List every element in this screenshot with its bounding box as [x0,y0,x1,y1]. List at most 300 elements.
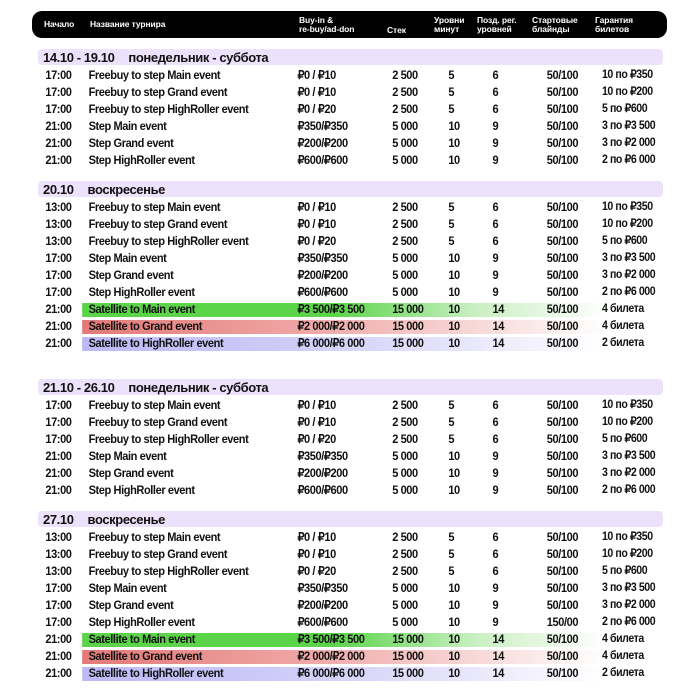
tournament-row [38,397,663,414]
header-start [44,11,74,38]
cell-guarantee: 10 по ₽200 [601,218,653,230]
cell-late-reg-levels: 9 [492,153,499,167]
cell-starting-blinds: 50/100 [546,136,579,150]
cell-guarantee: 2 билета [601,667,644,679]
cell-stack: 2 500 [392,102,418,116]
cell-starting-blinds: 50/100 [546,598,579,612]
cell-starting-blinds: 50/100 [546,234,579,248]
cell-level-minutes: 5 [448,85,455,99]
cell-tournament-name: Step Main event [88,581,167,595]
section-rows [38,529,663,682]
cell-stack: 5 000 [392,581,418,595]
cell-level-minutes: 5 [448,547,455,561]
cell-late-reg-levels: 6 [492,234,499,248]
cell-level-minutes: 10 [448,581,460,595]
cell-guarantee: 3 по ₽3 500 [601,582,656,594]
cell-tournament-name: Freebuy to step Grand event [88,547,228,561]
schedule-section [38,511,663,682]
cell-late-reg-levels: 9 [492,136,499,150]
tournament-row [38,101,663,118]
cell-tournament-name: Freebuy to step HighRoller event [88,234,249,248]
cell-buyin: ₽200/₽200 [297,136,348,150]
cell-late-reg-levels: 9 [492,615,499,629]
cell-tournament-name: Freebuy to step Main event [88,398,221,412]
cell-tournament-name: Satellite to Grand event [88,649,202,663]
cell-late-reg-levels: 9 [492,581,499,595]
header-late-label [477,16,517,34]
header-levels-label [434,16,464,34]
cell-buyin: ₽200/₽200 [297,598,348,612]
tournament-row [38,614,663,631]
tournament-row [38,431,663,448]
cell-starting-blinds: 50/100 [546,85,579,99]
cell-starting-blinds: 50/100 [546,251,579,265]
tournament-row [38,135,663,152]
cell-start-time: 17:00 [45,85,72,99]
header-buyin-label [299,16,354,34]
cell-start-time: 13:00 [45,564,72,578]
cell-late-reg-levels: 6 [492,217,499,231]
cell-late-reg-levels: 14 [492,666,504,680]
cell-level-minutes: 10 [448,632,460,646]
cell-level-minutes: 10 [448,136,460,150]
header-blinds [532,11,578,38]
cell-late-reg-levels: 9 [492,483,499,497]
cell-buyin: ₽0 / ₽10 [297,547,336,561]
cell-level-minutes: 10 [448,666,460,680]
cell-level-minutes: 10 [448,153,460,167]
cell-late-reg-levels: 14 [492,302,504,316]
cell-stack: 5 000 [392,483,418,497]
schedule-section [38,49,663,169]
cell-starting-blinds: 50/100 [546,68,579,82]
cell-guarantee: 4 билета [601,320,644,332]
cell-stack: 5 000 [392,153,418,167]
tournament-row [38,482,663,499]
cell-late-reg-levels: 14 [492,649,504,663]
cell-guarantee: 4 билета [601,650,644,662]
cell-start-time: 17:00 [45,68,72,82]
cell-buyin: ₽350/₽350 [297,251,348,265]
cell-start-time: 21:00 [45,632,72,646]
section-rows [38,67,663,169]
section-title [38,379,663,395]
cell-buyin: ₽6 000/₽6 000 [297,666,365,680]
cell-tournament-name: Freebuy to step Grand event [88,217,228,231]
cell-tournament-name: Satellite to Main event [88,632,196,646]
cell-starting-blinds: 50/100 [546,666,579,680]
cell-level-minutes: 10 [448,336,460,350]
cell-late-reg-levels: 6 [492,530,499,544]
header-stack [387,11,406,44]
cell-guarantee: 2 по ₽6 000 [601,484,656,496]
cell-guarantee: 3 по ₽2 000 [601,467,656,479]
cell-guarantee: 2 по ₽6 000 [601,154,656,166]
section-title [38,511,663,527]
cell-guarantee: 5 по ₽600 [601,235,648,247]
tournament-row [38,648,663,665]
cell-buyin: ₽0 / ₽20 [297,432,336,446]
cell-starting-blinds: 50/100 [546,336,579,350]
cell-level-minutes: 5 [448,217,455,231]
cell-tournament-name: Step Grand event [88,466,174,480]
section-days: воскресенье [87,511,166,527]
cell-start-time: 13:00 [45,200,72,214]
schedule-section [38,181,663,352]
cell-starting-blinds: 50/100 [546,200,579,214]
cell-tournament-name: Freebuy to step HighRoller event [88,102,249,116]
cell-starting-blinds: 50/100 [546,102,579,116]
cell-guarantee: 3 по ₽3 500 [601,252,656,264]
cell-starting-blinds: 150/00 [546,615,579,629]
cell-starting-blinds: 50/100 [546,547,579,561]
cell-level-minutes: 5 [448,564,455,578]
section-days: понедельник - суббота [128,379,269,395]
cell-level-minutes: 10 [448,649,460,663]
cell-level-minutes: 5 [448,102,455,116]
cell-guarantee: 4 билета [601,303,644,315]
cell-stack: 2 500 [392,85,418,99]
tournament-row [38,233,663,250]
cell-guarantee: 10 по ₽350 [601,201,653,213]
tournament-row [38,580,663,597]
cell-guarantee: 2 по ₽6 000 [601,616,656,628]
cell-tournament-name: Step Main event [88,449,167,463]
cell-starting-blinds: 50/100 [546,268,579,282]
cell-late-reg-levels: 6 [492,432,499,446]
cell-guarantee: 3 по ₽3 500 [601,120,656,132]
tournament-row [38,199,663,216]
cell-stack: 15 000 [392,632,424,646]
cell-stack: 5 000 [392,136,418,150]
cell-starting-blinds: 50/100 [546,415,579,429]
cell-buyin: ₽2 000/₽2 000 [297,319,365,333]
cell-tournament-name: Freebuy to step HighRoller event [88,564,249,578]
cell-stack: 2 500 [392,564,418,578]
cell-starting-blinds: 50/100 [546,564,579,578]
cell-level-minutes: 10 [448,319,460,333]
cell-tournament-name: Step Main event [88,251,167,265]
header-name [90,11,165,38]
cell-buyin: ₽3 500/₽3 500 [297,302,365,316]
header-guarantee-label [595,16,633,34]
cell-tournament-name: Step HighRoller event [88,615,195,629]
header-stack-label: Стек [387,25,406,35]
header-guarantee [595,11,633,38]
cell-stack: 15 000 [392,336,424,350]
tournament-row [38,665,663,682]
cell-starting-blinds: 50/100 [546,119,579,133]
tournament-row [38,267,663,284]
tournament-row [38,414,663,431]
schedule-section [38,379,663,499]
header-name-label: Название турнира [90,19,166,29]
cell-late-reg-levels: 14 [492,319,504,333]
cell-start-time: 17:00 [45,251,72,265]
cell-stack: 15 000 [392,649,424,663]
cell-stack: 2 500 [392,432,418,446]
tournament-row [38,250,663,267]
cell-buyin: ₽600/₽600 [297,483,348,497]
cell-buyin: ₽0 / ₽20 [297,234,336,248]
cell-guarantee: 3 по ₽2 000 [601,137,656,149]
cell-buyin: ₽0 / ₽10 [297,68,336,82]
cell-stack: 15 000 [392,666,424,680]
cell-tournament-name: Step HighRoller event [88,483,195,497]
cell-buyin: ₽0 / ₽20 [297,564,336,578]
cell-start-time: 21:00 [45,319,72,333]
cell-start-time: 13:00 [45,547,72,561]
tournament-row [38,301,663,318]
cell-start-time: 17:00 [45,268,72,282]
cell-tournament-name: Step Grand event [88,598,174,612]
cell-buyin: ₽0 / ₽10 [297,200,336,214]
cell-guarantee: 2 билета [601,337,644,349]
cell-level-minutes: 5 [448,234,455,248]
cell-buyin: ₽350/₽350 [297,581,348,595]
cell-late-reg-levels: 6 [492,564,499,578]
cell-late-reg-levels: 6 [492,547,499,561]
cell-tournament-name: Freebuy to step HighRoller event [88,432,249,446]
tournament-row [38,84,663,101]
tournament-row [38,563,663,580]
cell-guarantee: 10 по ₽350 [601,399,653,411]
cell-late-reg-levels: 9 [492,119,499,133]
section-title [38,181,663,197]
section-days: воскресенье [87,181,166,197]
cell-late-reg-levels: 14 [492,336,504,350]
cell-level-minutes: 10 [448,598,460,612]
header-guarantee-line2: билетов [595,23,630,34]
header-blinds-line2: блайнды [532,23,570,34]
cell-start-time: 21:00 [45,119,72,133]
cell-late-reg-levels: 9 [492,268,499,282]
cell-starting-blinds: 50/100 [546,466,579,480]
cell-start-time: 21:00 [45,666,72,680]
cell-buyin: ₽0 / ₽10 [297,85,336,99]
tournament-row [38,284,663,301]
cell-buyin: ₽350/₽350 [297,119,348,133]
cell-level-minutes: 10 [448,119,460,133]
cell-guarantee: 2 по ₽6 000 [601,286,656,298]
cell-level-minutes: 10 [448,483,460,497]
header-start-label: Начало [44,19,75,29]
header-late-line1: Позд. рег. [477,14,517,25]
cell-starting-blinds: 50/100 [546,285,579,299]
cell-starting-blinds: 50/100 [546,398,579,412]
cell-starting-blinds: 50/100 [546,432,579,446]
header-late [477,11,517,38]
cell-starting-blinds: 50/100 [546,581,579,595]
cell-start-time: 17:00 [45,285,72,299]
header-levels-line2: минут [434,23,460,34]
cell-stack: 5 000 [392,251,418,265]
cell-buyin: ₽200/₽200 [297,466,348,480]
section-title [38,49,663,65]
cell-stack: 2 500 [392,200,418,214]
cell-late-reg-levels: 6 [492,102,499,116]
cell-start-time: 13:00 [45,217,72,231]
cell-buyin: ₽6 000/₽6 000 [297,336,365,350]
cell-stack: 15 000 [392,302,424,316]
cell-stack: 2 500 [392,398,418,412]
section-date: 21.10 - 26.10 [43,379,115,395]
cell-guarantee: 3 по ₽2 000 [601,599,656,611]
cell-buyin: ₽3 500/₽3 500 [297,632,365,646]
cell-starting-blinds: 50/100 [546,153,579,167]
cell-start-time: 17:00 [45,102,72,116]
cell-buyin: ₽600/₽600 [297,285,348,299]
cell-late-reg-levels: 9 [492,466,499,480]
section-date: 20.10 [43,181,74,197]
cell-buyin: ₽600/₽600 [297,153,348,167]
cell-level-minutes: 5 [448,398,455,412]
header-buyin-line1: Buy-in & [299,14,334,25]
tournament-row [38,216,663,233]
tournament-row [38,631,663,648]
cell-level-minutes: 5 [448,530,455,544]
cell-tournament-name: Freebuy to step Grand event [88,85,228,99]
cell-start-time: 17:00 [45,598,72,612]
header-buyin-line2: re-buy/ad-don [299,23,355,34]
cell-buyin: ₽0 / ₽10 [297,398,336,412]
cell-tournament-name: Step Grand event [88,268,174,282]
cell-stack: 5 000 [392,285,418,299]
cell-late-reg-levels: 6 [492,85,499,99]
cell-start-time: 13:00 [45,530,72,544]
cell-late-reg-levels: 9 [492,449,499,463]
cell-level-minutes: 10 [448,251,460,265]
cell-starting-blinds: 50/100 [546,302,579,316]
cell-stack: 2 500 [392,415,418,429]
cell-start-time: 17:00 [45,415,72,429]
cell-tournament-name: Freebuy to step Main event [88,530,221,544]
header-buyin [299,11,354,38]
header-late-line2: уровней [477,23,512,34]
cell-start-time: 21:00 [45,449,72,463]
cell-starting-blinds: 50/100 [546,319,579,333]
cell-tournament-name: Satellite to Grand event [88,319,202,333]
cell-start-time: 13:00 [45,234,72,248]
cell-buyin: ₽350/₽350 [297,449,348,463]
cell-buyin: ₽600/₽600 [297,615,348,629]
cell-stack: 5 000 [392,466,418,480]
cell-guarantee: 10 по ₽350 [601,69,653,81]
cell-guarantee: 10 по ₽350 [601,531,653,543]
cell-starting-blinds: 50/100 [546,217,579,231]
cell-level-minutes: 5 [448,68,455,82]
cell-stack: 2 500 [392,217,418,231]
section-rows [38,199,663,352]
tournament-row [38,546,663,563]
cell-level-minutes: 5 [448,432,455,446]
cell-guarantee: 10 по ₽200 [601,416,653,428]
cell-late-reg-levels: 14 [492,632,504,646]
cell-stack: 2 500 [392,547,418,561]
cell-starting-blinds: 50/100 [546,530,579,544]
tournament-row [38,335,663,352]
cell-level-minutes: 10 [448,466,460,480]
cell-tournament-name: Satellite to Main event [88,302,196,316]
cell-stack: 2 500 [392,530,418,544]
tournament-row [38,152,663,169]
header-levels [434,11,464,38]
cell-buyin: ₽0 / ₽10 [297,530,336,544]
tournament-row [38,465,663,482]
cell-level-minutes: 10 [448,268,460,282]
tournament-row [38,67,663,84]
cell-stack: 5 000 [392,268,418,282]
header-blinds-line1: Стартовые [532,14,578,25]
table-header [32,11,667,38]
cell-level-minutes: 5 [448,415,455,429]
cell-tournament-name: Satellite to HighRoller event [88,336,224,350]
cell-tournament-name: Step HighRoller event [88,153,195,167]
cell-tournament-name: Freebuy to step Main event [88,200,221,214]
cell-level-minutes: 10 [448,285,460,299]
cell-level-minutes: 10 [448,449,460,463]
cell-level-minutes: 10 [448,615,460,629]
cell-guarantee: 3 по ₽3 500 [601,450,656,462]
cell-start-time: 21:00 [45,136,72,150]
cell-start-time: 21:00 [45,336,72,350]
cell-buyin: ₽200/₽200 [297,268,348,282]
cell-stack: 5 000 [392,615,418,629]
header-levels-line1: Уровни [434,14,465,25]
cell-stack: 5 000 [392,119,418,133]
cell-starting-blinds: 50/100 [546,449,579,463]
tournament-row [38,118,663,135]
cell-start-time: 21:00 [45,302,72,316]
cell-tournament-name: Freebuy to step Grand event [88,415,228,429]
cell-start-time: 21:00 [45,649,72,663]
cell-guarantee: 5 по ₽600 [601,103,648,115]
cell-stack: 15 000 [392,319,424,333]
cell-start-time: 17:00 [45,581,72,595]
cell-stack: 2 500 [392,68,418,82]
cell-stack: 2 500 [392,234,418,248]
cell-late-reg-levels: 6 [492,415,499,429]
cell-buyin: ₽0 / ₽20 [297,102,336,116]
cell-guarantee: 10 по ₽200 [601,86,653,98]
header-blinds-label [532,16,578,34]
cell-start-time: 21:00 [45,483,72,497]
cell-late-reg-levels: 9 [492,285,499,299]
cell-guarantee: 3 по ₽2 000 [601,269,656,281]
tournament-row [38,448,663,465]
cell-late-reg-levels: 9 [492,251,499,265]
cell-tournament-name: Step Grand event [88,136,174,150]
tournament-row [38,597,663,614]
cell-buyin: ₽0 / ₽10 [297,217,336,231]
cell-tournament-name: Step HighRoller event [88,285,195,299]
cell-start-time: 21:00 [45,466,72,480]
tournament-row [38,529,663,546]
cell-level-minutes: 10 [448,302,460,316]
cell-starting-blinds: 50/100 [546,483,579,497]
cell-starting-blinds: 50/100 [546,649,579,663]
cell-guarantee: 4 билета [601,633,644,645]
cell-guarantee: 5 по ₽600 [601,433,648,445]
cell-start-time: 17:00 [45,432,72,446]
cell-late-reg-levels: 6 [492,68,499,82]
cell-stack: 5 000 [392,449,418,463]
cell-guarantee: 10 по ₽200 [601,548,653,560]
cell-tournament-name: Satellite to HighRoller event [88,666,224,680]
cell-guarantee: 5 по ₽600 [601,565,648,577]
cell-late-reg-levels: 9 [492,598,499,612]
section-days: понедельник - суббота [128,49,269,65]
